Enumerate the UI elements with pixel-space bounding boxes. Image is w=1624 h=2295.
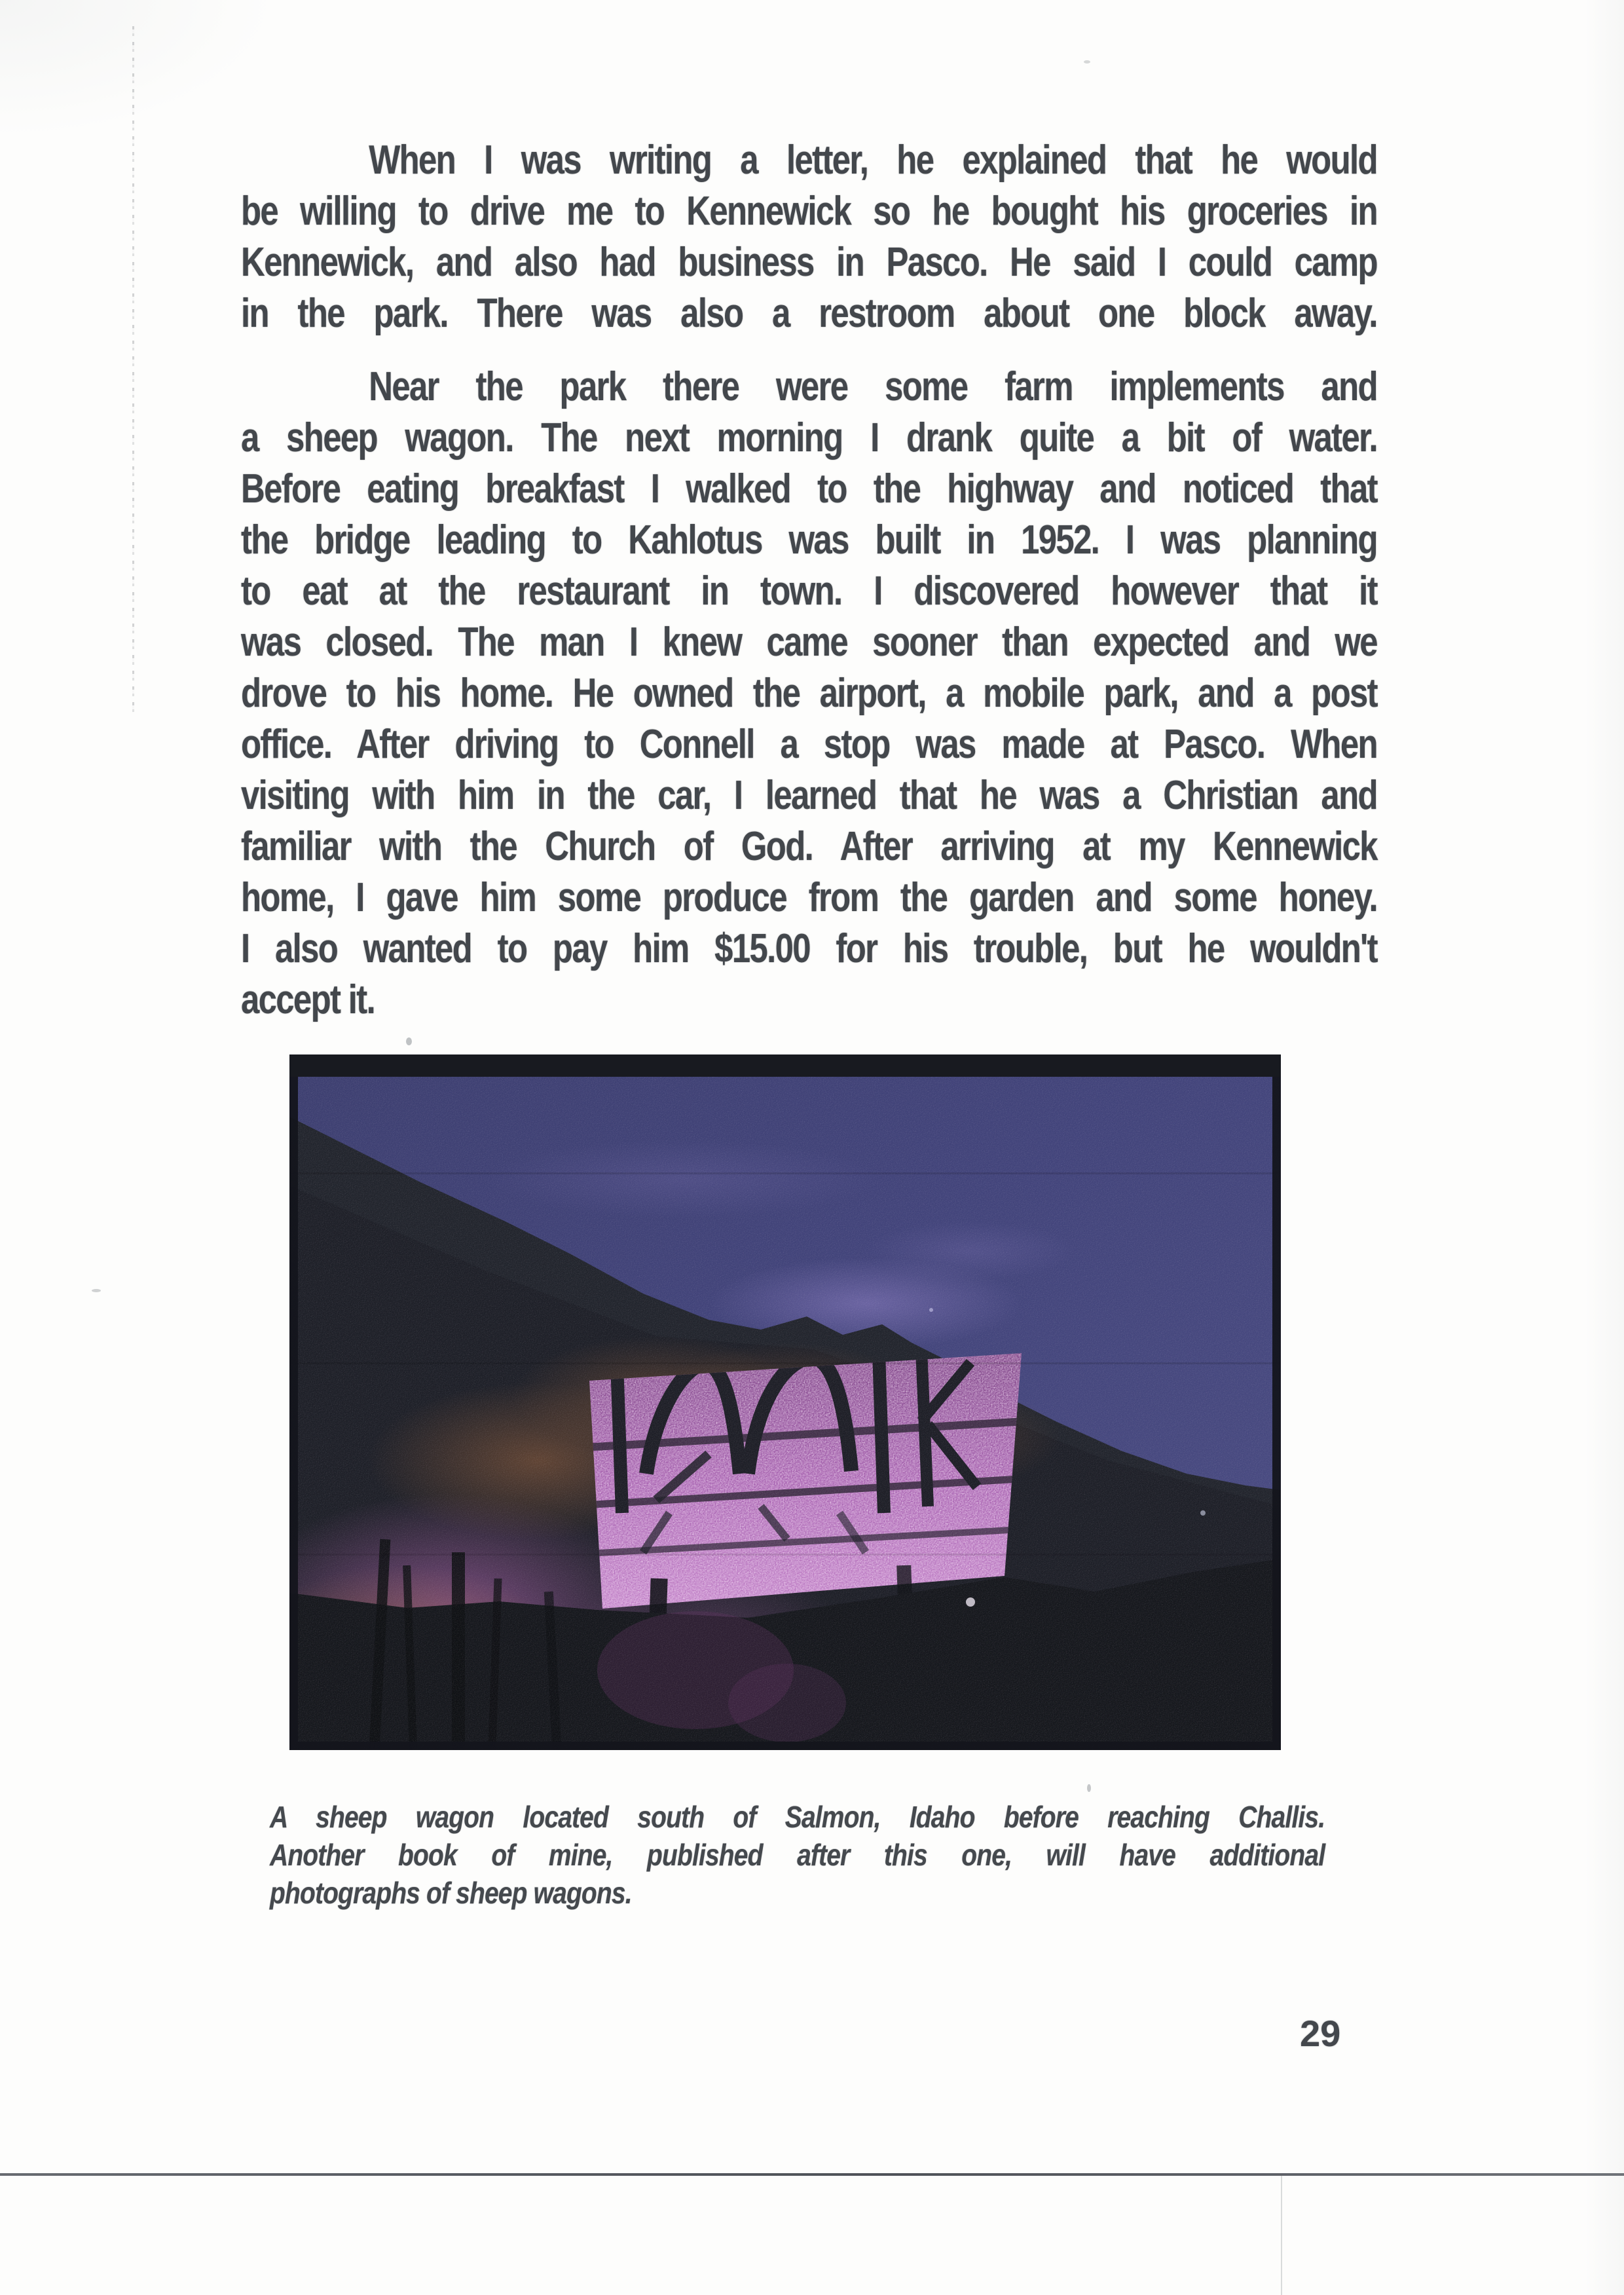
body-line: office. After driving to Connell a stop was made at Pasco. When	[241, 722, 1377, 767]
body-line: the bridge leading to Kahlotus was built in 1952. I was planning	[241, 517, 1377, 563]
body-line: Kennewick, and also had business in Pasco. He said I could camp	[241, 240, 1377, 285]
scan-speck	[92, 1289, 101, 1292]
sheep-wagon-photo	[289, 1054, 1281, 1750]
paragraph-1	[241, 135, 1376, 339]
body-line: visiting with him in the car, I learned that he was a Christian and	[241, 773, 1377, 818]
body-line: I also wanted to pay him $15.00 for his trouble, but he wouldn't	[241, 926, 1377, 971]
caption-line: Another book of mine, published after this one, will have additional	[270, 1838, 1325, 1872]
body-line: be willing to drive me to Kennewick so he bought his groceries in	[241, 189, 1377, 234]
body-line: to eat at the restaurant in town. I discovered however that it	[241, 569, 1377, 614]
scan-speck	[1087, 1784, 1091, 1792]
body-line: accept it.	[241, 977, 375, 1022]
page-number: 29	[1300, 2013, 1341, 2054]
scan-artifact-line-bottom	[1281, 2176, 1282, 2295]
caption-line: A sheep wagon located south of Salmon, Idaho before reaching Challis.	[270, 1800, 1325, 1834]
body-line: When I was writing a letter, he explained that he would	[369, 138, 1377, 183]
body-line: drove to his home. He owned the airport, a mobile park, and a post	[241, 671, 1377, 716]
body-line: Near the park there were some farm implements and	[369, 364, 1377, 409]
scan-speck	[406, 1037, 412, 1045]
body-line: in the park. There was also a restroom about one block away.	[241, 291, 1377, 336]
caption-line: photographs of sheep wagons.	[270, 1876, 632, 1910]
scan-artifact-line	[132, 26, 134, 714]
page-bottom-scan-edge	[0, 2173, 1624, 2176]
body-line: a sheep wagon. The next morning I drank quite a bit of water.	[241, 415, 1377, 460]
scan-speck	[1084, 60, 1090, 64]
paragraph-2	[241, 362, 1376, 1026]
body-line: Before eating breakfast I walked to the highway and noticed that	[241, 466, 1377, 512]
body-line: was closed. The man I knew came sooner than expected and we	[241, 620, 1377, 665]
body-line: home, I gave him some produce from the garden and some honey.	[241, 875, 1377, 920]
body-text	[241, 135, 1376, 1026]
photo-caption	[270, 1798, 1325, 1912]
body-line: familiar with the Church of God. After arriving at my Kennewick	[241, 824, 1377, 869]
sheep-wagon-photo-image	[289, 1054, 1281, 1750]
